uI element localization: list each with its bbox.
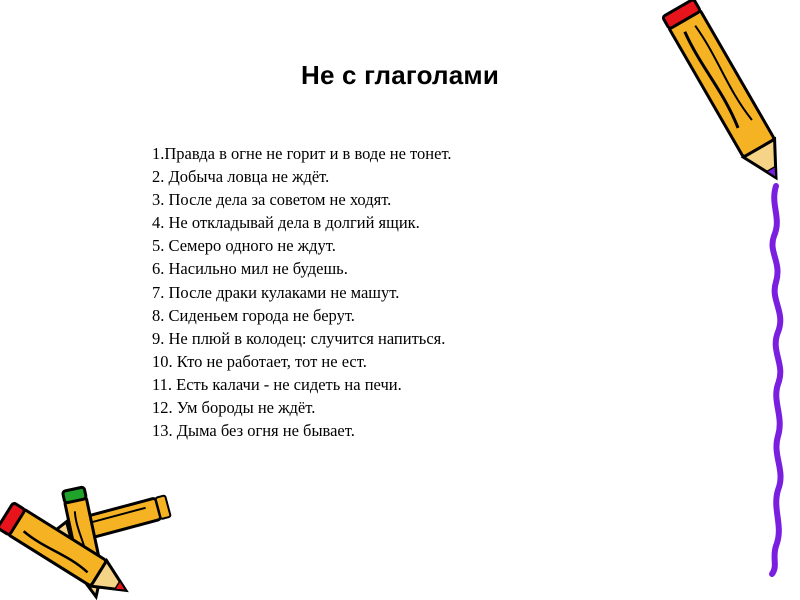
- list-item: 1.Правда в огне не горит и в воде не тонет.: [152, 144, 452, 163]
- list-item: 5. Семеро одного не ждут.: [152, 236, 336, 256]
- list-item: 10. Кто не работает, тот не ест.: [152, 351, 367, 371]
- list-item: 8. Сиденьем города не берут.: [152, 305, 355, 325]
- list-item: 11. Есть калачи - не сидеть на печи.: [152, 374, 402, 394]
- list-item: 2. Добыча ловца не ждёт.: [152, 167, 330, 187]
- list-item: 3. После дела за советом не ходят.: [152, 190, 392, 210]
- list-item: 13. Дыма без огня не бывает.: [152, 421, 355, 441]
- list-item: 4. Не откладывай дела в долгий ящик.: [152, 213, 420, 233]
- list-item: 6. Насильно мил не будешь.: [152, 259, 348, 279]
- list-item: 12. Ум бороды не ждёт.: [152, 398, 316, 418]
- slide-title: Не с глаголами: [300, 60, 500, 90]
- list-item: 7. После драки кулаками не машут.: [152, 282, 400, 302]
- list-item: 9. Не плюй в колодец: случится напиться.: [152, 328, 446, 348]
